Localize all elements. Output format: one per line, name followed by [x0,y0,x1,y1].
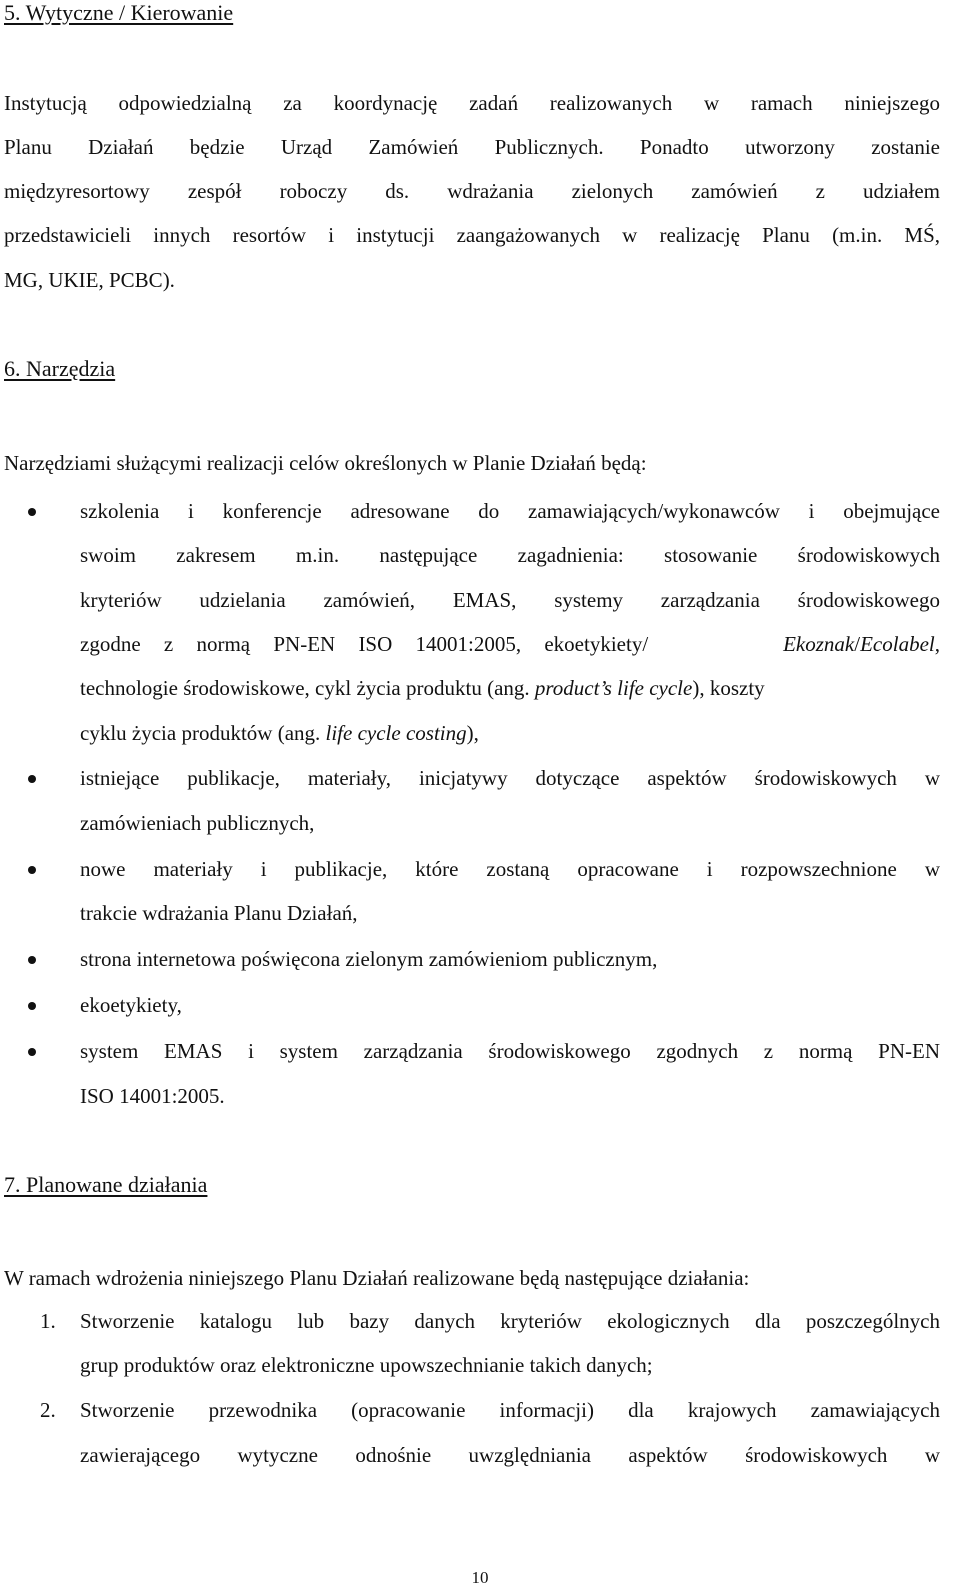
bullet-1-line-3: kryteriów udzielania zamówień, EMAS, systemy zarządzania środowiskowego [80,588,940,612]
bullet-6-line-2: ISO 14001:2005. [80,1084,225,1108]
section-5-line-2: Planu Działań będzie Urząd Zamówień Publicznych. Ponadto utworzony zostanie [4,135,940,159]
bullet-1-line-1: szkolenia i konferencje adresowane do zamawiających/wykonawców i obejmujące [80,499,940,523]
bullet-icon [28,866,36,874]
bullet-1-line-6-text: cyklu życia produktów (ang. [80,721,326,745]
term-comma: , [934,632,940,656]
product-life-cycle-term: product’s life cycle [534,676,693,700]
bullet-4-line: strona internetowa poświęcona zielonym zamówieniom publicznym, [80,947,658,971]
section-7-intro: W ramach wdrożenia niniejszego Planu Działań realizowane będą następujące działania: [4,1266,750,1290]
bullet-1-line-5-text: technologie środowiskowe, cykl życia produktu (ang. [80,676,535,700]
section-6-heading: 6. Narzędzia [4,356,116,381]
ecolabel-term: Ecolabel [860,632,935,656]
term-separator: / [854,632,861,656]
section-5-line-5: MG, UKIE, PCBC). [4,268,175,292]
bullet-icon [28,775,36,783]
bullet-icon [28,1002,36,1010]
section-5-line-4: przedstawicieli innych resortów i instytucji zaangażowanych w realizację Planu (m.in. MŚ, [4,223,940,247]
section-5-line-3: międzyresortowy zespół roboczy ds. wdrażania zielonych zamówień z udziałem [4,179,940,203]
list-item-number: 1. [40,1309,56,1333]
bullet-1-line-6 [80,718,479,748]
bullet-icon [28,956,36,964]
section-7-heading: 7. Planowane działania [4,1172,208,1197]
list-item-1-line-1: Stworzenie katalogu lub bazy danych kryteriów ekologicznych dla poszczególnych [80,1309,940,1333]
page-number: 10 [471,1568,489,1587]
bullet-1-line-6-end: ), [466,721,479,745]
bullet-icon [28,508,36,516]
bullet-1-line-4-text: zgodne z normą PN-EN ISO 14001:2005, ekoetykiety/ [80,632,649,656]
bullet-3-line-2: trakcie wdrażania Planu Działań, [80,901,358,925]
bullet-1-line-2: swoim zakresem m.in. następujące zagadnienia: stosowanie środowiskowych [80,543,940,567]
list-item-1-line-2: grup produktów oraz elektroniczne upowszechnianie takich danych; [80,1353,653,1377]
bullet-5-line: ekoetykiety, [80,993,182,1017]
bullet-3-line-1: nowe materiały i publikacje, które zostaną opracowane i rozpowszechnione w [80,857,940,881]
section-5-heading: 5. Wytyczne / Kierowanie [4,0,234,25]
list-item-2-line-1: Stworzenie przewodnika (opracowanie informacji) dla krajowych zamawiających [80,1398,940,1422]
bullet-6-line-1: system EMAS i system zarządzania środowiskowego zgodnych z normą PN-EN [80,1039,940,1063]
section-6-intro: Narzędziami służącymi realizacji celów określonych w Planie Działań będą: [4,451,647,475]
bullet-1-line-4-tail [80,629,940,659]
life-cycle-costing-term: life cycle costing [325,721,467,745]
section-5-line-1: Instytucją odpowiedzialną za koordynację zadań realizowanych w ramach niniejszego [4,91,940,115]
list-item-2-line-2: zawierającego wytyczne odnośnie uwzględniania aspektów środowiskowych w [80,1443,940,1467]
ekoznak-term: Ekoznak [783,632,855,656]
bullet-2-line-2: zamówieniach publicznych, [80,811,315,835]
bullet-2-line-1: istniejące publikacje, materiały, inicjatywy dotyczące aspektów środowiskowych w [80,766,940,790]
bullet-1-line-5 [80,673,765,703]
bullet-1-line-5-end: ), koszty [692,676,765,700]
bullet-icon [28,1048,36,1056]
list-item-number: 2. [40,1398,56,1422]
